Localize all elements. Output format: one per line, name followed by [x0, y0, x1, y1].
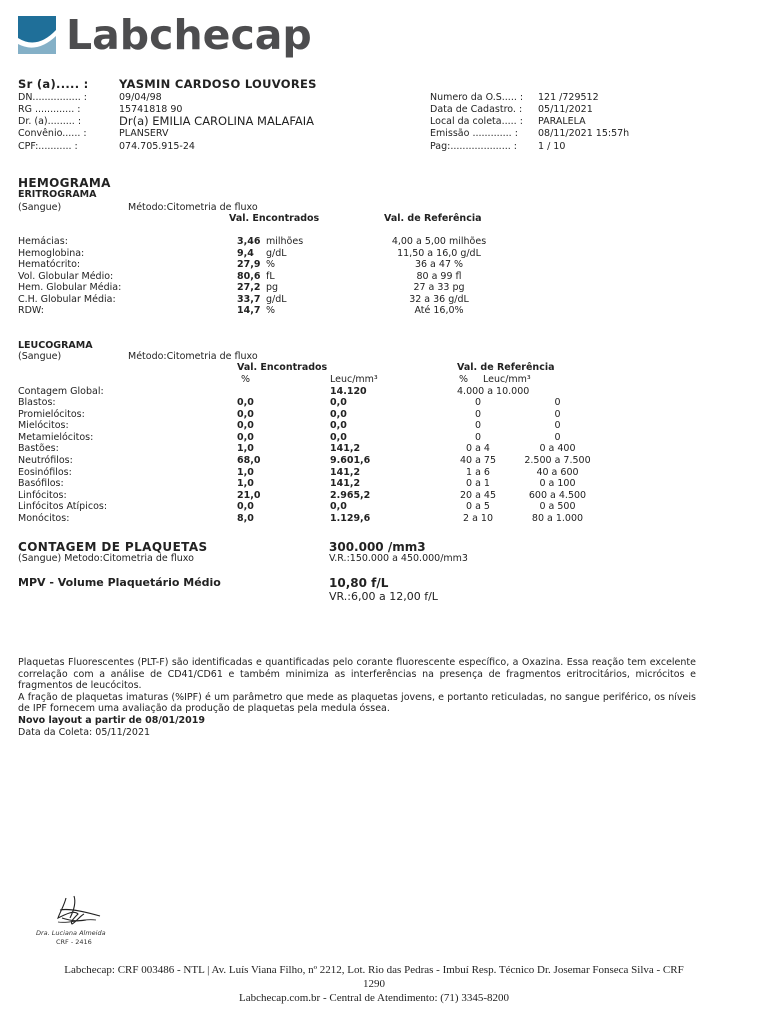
- mpv-value: 10,80 f/L: [329, 576, 389, 590]
- signature-crf: CRF - 2416: [56, 938, 92, 946]
- leuco-row-ref-abs: 2.500 a 7.500: [524, 455, 591, 466]
- leuco-row-label: Mielócitos:: [18, 420, 69, 432]
- leuco-row-abs: 141,2: [330, 443, 361, 455]
- leuco-row-ref-abs: 0 a 400: [539, 443, 576, 455]
- footer-line-3: Labchecap.com.br - Central de Atendimento: (71) 3345-8200: [238, 992, 510, 1004]
- leuco-row-pct: 68,0: [237, 455, 261, 466]
- eritro-row-ref: Até 16,0%: [414, 305, 464, 316]
- leucograma-sub-abs: Leuc/mm³: [330, 374, 378, 385]
- mpv-title: MPV - Volume Plaquetário Médio: [18, 576, 221, 589]
- leuco-row-pct: 8,0: [237, 513, 254, 524]
- leucograma-sub-ref-pct: %: [459, 374, 469, 385]
- cpf-label: CPF:........... :: [18, 141, 78, 152]
- leuco-row-ref-abs: 0 a 100: [539, 478, 576, 490]
- plaquetas-sample-method: (Sangue) Metodo:Citometria de fluxo: [18, 553, 194, 564]
- leuco-row-label: Basófilos:: [18, 478, 64, 490]
- eritro-row-ref: 4,00 a 5,00 milhões: [391, 236, 487, 247]
- leuco-row-ref-abs: 0: [554, 397, 561, 408]
- leuco-row-label: Monócitos:: [18, 513, 70, 524]
- brand-name: Labchecap: [66, 11, 312, 59]
- leuco-row-ref-abs: 0: [554, 408, 561, 420]
- leuco-row-ref-pct: 0: [474, 431, 482, 443]
- leuco-row-label: Linfócitos Atípicos:: [18, 501, 108, 513]
- eritro-row-value: 27,9: [237, 259, 261, 270]
- leuco-row-label: Linfócitos:: [18, 489, 67, 501]
- leuco-row-pct: 0,0: [237, 501, 254, 513]
- eritro-row-value: 80,6: [237, 270, 261, 282]
- dn-label: DN................ :: [18, 92, 87, 103]
- eritro-row-unit: milhões: [266, 236, 304, 247]
- leucograma-sample: (Sangue): [18, 351, 62, 362]
- leuco-row-abs: 0,0: [330, 501, 347, 513]
- leuco-row-abs: 2.965,2: [330, 489, 371, 501]
- signature-name: Dra. Luciana Almeida: [36, 929, 106, 937]
- leucograma-sub-ref-abs: Leuc/mm³: [483, 374, 531, 385]
- leuco-row-ref-pct: 0: [474, 397, 482, 408]
- leuco-row-ref-pct: 0 a 5: [466, 501, 490, 513]
- pag-label: Pag:.................... :: [430, 141, 517, 152]
- leuco-row-abs: 141,2: [330, 466, 361, 478]
- eritro-row-ref: 27 a 33 pg: [413, 282, 465, 293]
- cadastro-label: Data de Cadastro. :: [430, 104, 523, 115]
- leuco-row-ref-pct: 0: [474, 408, 482, 420]
- leuco-row-ref-abs: 40 a 600: [536, 466, 579, 478]
- eritro-row-label: RDW:: [18, 305, 44, 316]
- leuco-row-label: Metamielócitos:: [18, 431, 94, 443]
- mpv-ref: VR.:6,00 a 12,00 f/L: [329, 590, 438, 603]
- eritrograma-col-found: Val. Encontrados: [229, 213, 320, 224]
- eritro-row-ref: 32 a 36 g/dL: [409, 293, 469, 305]
- notes-section: [18, 657, 696, 738]
- contagem-global-label: Contagem Global:: [18, 386, 104, 397]
- cpf-value: 074.705.915-24: [119, 141, 195, 152]
- leuco-row-pct: 0,0: [237, 420, 254, 432]
- eritro-row-unit: g/dL: [266, 293, 287, 305]
- labchecap-logo-icon: [18, 16, 56, 54]
- note-ipf: A fração de plaquetas imaturas (%IPF) é um parâmetro que mede as plaquetas jovens, e portanto reticuladas, no sangue periférico, os níveis de IPF fornecem uma avaliação da produção de plaquetas pela medula óssea.: [18, 691, 696, 715]
- leuco-row-abs: 0,0: [330, 397, 347, 408]
- leuco-row-ref-pct: 0: [474, 420, 482, 432]
- leuco-row-abs: 141,2: [330, 478, 361, 490]
- eritro-row-ref: 36 a 47 %: [414, 259, 464, 270]
- leuco-row-ref-pct: 2 a 10: [463, 513, 493, 524]
- leuco-row-pct: 0,0: [237, 408, 254, 420]
- leuco-row-ref-pct: 1 a 6: [466, 466, 490, 478]
- note-plt-f: Plaquetas Fluorescentes (PLT-F) são identificadas e quantificadas pelo corante fluorescente específico, a Oxazina. Essa reação tem excelente correlação com a análise de CD41/CD61 e também minimiza as interferências na presença de fragmentos eritrocitários, micrócitos e fragmentos de leucócitos.: [18, 657, 696, 692]
- eritrograma-col-ref: Val. de Referência: [384, 213, 482, 224]
- leucograma-col-found: Val. Encontrados: [237, 362, 328, 373]
- leucograma-method: Método:Citometria de fluxo: [128, 351, 258, 362]
- leuco-row-pct: 0,0: [237, 397, 254, 408]
- leucograma-sub-pct: %: [241, 374, 251, 385]
- doctor-name: Dr(a) EMILIA CAROLINA MALAFAIA: [119, 114, 315, 128]
- leuco-row-label: Neutrófilos:: [18, 455, 73, 466]
- os-label: Numero da O.S..... :: [430, 92, 524, 103]
- hemograma-title: HEMOGRAMA: [18, 176, 111, 190]
- eritro-row-label: Hemácias:: [18, 236, 68, 247]
- note-collection-date: Data da Coleta: 05/11/2021: [18, 726, 151, 738]
- leucograma-col-ref: Val. de Referência: [457, 362, 555, 373]
- leuco-row-abs: 1.129,6: [330, 513, 371, 524]
- cadastro-value: 05/11/2021: [538, 104, 593, 115]
- leuco-row-label: Eosinófilos:: [18, 466, 72, 478]
- convenio-value: PLANSERV: [119, 128, 169, 139]
- emissao-label: Emissão ............. :: [430, 128, 518, 139]
- local-label: Local da coleta..... :: [430, 116, 523, 127]
- eritrograma-sample: (Sangue): [18, 202, 62, 213]
- eritro-row-unit: g/dL: [266, 247, 287, 259]
- leuco-row-ref-pct: 40 a 75: [459, 455, 497, 466]
- eritro-row-unit: pg: [266, 282, 279, 293]
- leuco-row-ref-abs: 600 a 4.500: [528, 489, 587, 501]
- leuco-row-abs: 0,0: [330, 420, 347, 432]
- leuco-row-abs: 9.601,6: [330, 455, 371, 466]
- patient-name-label: Sr (a)..... :: [18, 77, 89, 91]
- eritro-row-value: 9,4: [237, 247, 254, 259]
- eritro-row-value: 33,7: [237, 293, 261, 305]
- footer-line-2: 1290: [363, 978, 385, 990]
- note-new-layout: Novo layout a partir de 08/01/2019: [18, 714, 205, 726]
- leuco-row-label: Bastões:: [18, 443, 59, 455]
- leuco-row-pct: 1,0: [237, 478, 254, 490]
- leuco-row-ref-pct: 0 a 4: [466, 443, 490, 455]
- eritro-row-ref: 80 a 99 fl: [416, 270, 462, 282]
- plaquetas-title: CONTAGEM DE PLAQUETAS: [18, 540, 208, 554]
- dn-value: 09/04/98: [119, 92, 162, 103]
- leuco-row-ref-abs: 0 a 500: [539, 501, 576, 513]
- convenio-label: Convênio...... :: [18, 128, 87, 139]
- local-value: PARALELA: [538, 116, 586, 127]
- eritro-row-ref: 11,50 a 16,0 g/dL: [397, 247, 481, 259]
- footer-line-1: Labchecap: CRF 003486 - NTL | Av. Luís Viana Filho, nº 2212, Lot. Rio das Pedras - Imbuí Resp. Técnico Dr. Josemar Fonseca Silva - CRF: [64, 964, 684, 976]
- leuco-row-pct: 0,0: [237, 431, 254, 443]
- leuco-row-ref-abs: 0: [554, 431, 561, 443]
- leuco-row-pct: 21,0: [237, 489, 261, 501]
- leuco-row-ref-abs: 80 a 1.000: [531, 513, 584, 524]
- contagem-global-ref: 4.000 a 10.000: [457, 386, 530, 397]
- eritro-row-label: Hematócrito:: [18, 259, 81, 270]
- patient-name: YASMIN CARDOSO LOUVORES: [119, 77, 317, 91]
- contagem-global-value: 14.120: [330, 386, 367, 397]
- leuco-row-ref-abs: 0: [554, 420, 561, 432]
- plaquetas-ref: V.R.:150.000 a 450.000/mm3: [329, 553, 468, 564]
- eritro-row-value: 27,2: [237, 282, 261, 293]
- rg-label: RG ............. :: [18, 104, 81, 115]
- eritro-row-label: Hem. Globular Média:: [18, 282, 122, 293]
- leuco-row-label: Promielócitos:: [18, 408, 85, 420]
- eritro-row-unit: %: [266, 259, 276, 270]
- eritro-row-unit: fL: [266, 270, 275, 282]
- rg-value: 15741818 90: [119, 104, 183, 115]
- eritrograma-title: ERITROGRAMA: [18, 189, 97, 200]
- leuco-row-ref-pct: 0 a 1: [466, 478, 490, 490]
- eritro-row-value: 3,46: [237, 236, 261, 247]
- doctor-label: Dr. (a)......... :: [18, 116, 82, 127]
- eritro-row-unit: %: [266, 305, 276, 316]
- leuco-row-label: Blastos:: [18, 397, 56, 408]
- leuco-row-pct: 1,0: [237, 466, 254, 478]
- eritro-row-label: Hemoglobina:: [18, 247, 85, 259]
- leuco-row-ref-pct: 20 a 45: [459, 489, 497, 501]
- leucograma-title: LEUCOGRAMA: [18, 340, 93, 351]
- eritrograma-method: Método:Citometria de fluxo: [128, 202, 258, 213]
- eritro-row-label: C.H. Globular Média:: [18, 293, 116, 305]
- leuco-row-abs: 0,0: [330, 408, 347, 420]
- leuco-row-abs: 0,0: [330, 431, 347, 443]
- leuco-row-pct: 1,0: [237, 443, 254, 455]
- pag-value: 1 / 10: [538, 141, 566, 152]
- os-value: 121 /729512: [538, 92, 599, 103]
- eritro-row-label: Vol. Globular Médio:: [18, 270, 114, 282]
- eritro-row-value: 14,7: [237, 305, 261, 316]
- emissao-value: 08/11/2021 15:57h: [538, 128, 630, 139]
- plaquetas-value: 300.000 /mm3: [329, 540, 426, 554]
